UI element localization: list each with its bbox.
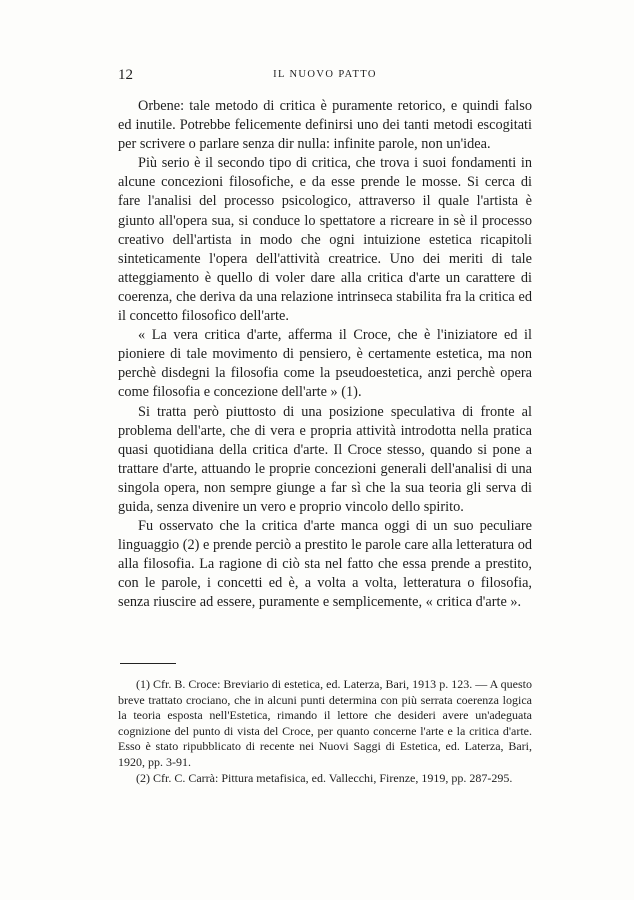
paragraph: Orbene: tale metodo di critica è puramente retorico, e quindi falso ed inutile. Potrebbe felicemente definirsi uno dei tanti metodi escogitati per scrivere o parlare senza dir nulla: infinite parole, non un'idea. [118, 98, 532, 153]
running-title: IL NUOVO PATTO [273, 69, 377, 80]
footnotes [118, 677, 532, 786]
paragraph: Più serio è il secondo tipo di critica, che trova i suoi fondamenti in alcune concezioni filosofiche, e da esse prende le mosse. Si cerca di fare l'analisi del processo psicologico, attraverso il quale l'artista è giunto all'opera sua, si conduce lo spettatore a ricreare in sè il processo creativo dell'artista in modo che ogni intuizione estetica ricapitoli sinteticamente l'opera dell'attività creatrice. Uno dei meriti di tale atteggiamento è quello di voler dare alla critica d'arte un carattere di coerenza, che deriva da una relazione intrinseca stabilita fra la critica ed il concetto filosofico dell'arte. [118, 155, 532, 325]
footnote-2: (2) Cfr. C. Carrà: Pittura metafisica, ed. Vallecchi, Firenze, 1919, pp. 287-295. [136, 770, 513, 785]
page-number: 12 [118, 67, 133, 83]
paragraph: Fu osservato che la critica d'arte manca oggi di un suo peculiare linguaggio (2) e prende perciò a prestito le parole care alla letteratura od alla filosofia. La ragione di ciò sta nel fatto che essa prende a prestito, con le parole, i concetti ed è, a volta a volta, letteratura o filosofia, senza riuscire ad essere, puramente e semplicemente, « critica d'arte ». [118, 518, 532, 611]
quotation-paragraph: « La vera critica d'arte, afferma il Croce, che è l'iniziatore ed il pioniere di tale movimento di pensiero, è certamente estetica, ma non perchè disdegni la filosofia come la pseudoestetica, anzi perchè opera come filosofia e concezione dell'arte » (1). [118, 327, 532, 401]
body-text [118, 97, 532, 613]
footnote-divider [120, 663, 176, 664]
page-header [118, 66, 532, 84]
paragraph: Si tratta però piuttosto di una posizione speculativa di fronte al problema dell'arte, che di vera e propria attività introdotta nella pratica quasi quotidiana della critica d'arte. Il Croce stesso, quando si pone a trattare d'arte, attuando le proprie concezioni generali dell'analisi di una singola opera, non sempre giunge a far sì che la sua teoria gli serva di guida, senza divenire un vero e proprio vincolo dello spirito. [118, 403, 532, 515]
footnote-1: (1) Cfr. B. Croce: Breviario di estetica, ed. Laterza, Bari, 1913 p. 123. — A questo breve trattato crociano, che in alcuni punti determina con più serrata coerenza logica la teoria esposta nell'Estetica, rimando il lettore che desideri avere un'adeguata cognizione del punto di vista del Croce, per quanto concerne l'arte e la critica d'arte. Esso è stato ripubblicato di recente nei Nuovi Saggi di Estetica, ed. Laterza, Bari, 1920, pp. 3-91. [118, 677, 532, 769]
